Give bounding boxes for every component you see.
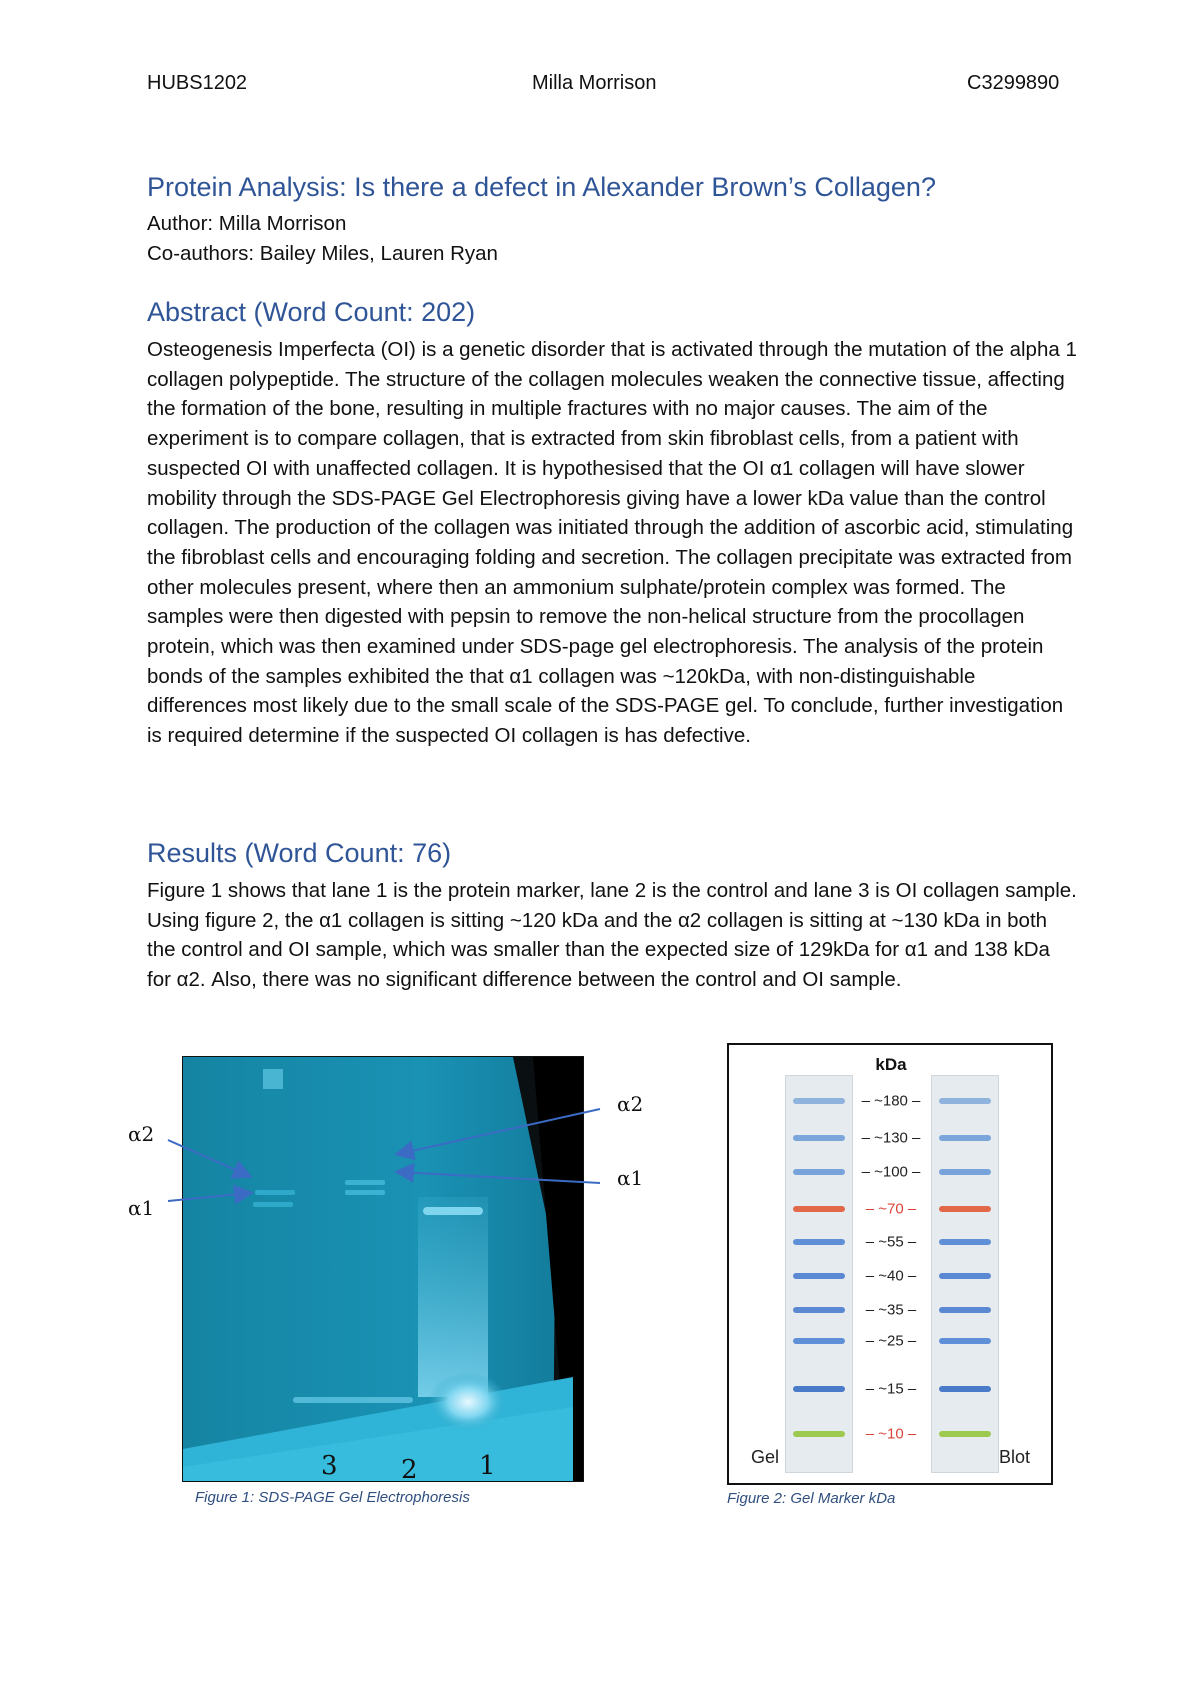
blot-band-7	[939, 1307, 991, 1313]
marker-label-1: – ~180 –	[861, 1092, 921, 1110]
gel-band-6	[793, 1273, 845, 1279]
label-right-alpha1: α1	[617, 1166, 644, 1190]
arrow-right-alpha2	[398, 1109, 600, 1154]
page-title: Protein Analysis: Is there a defect in Alexander Brown’s Collagen?	[147, 172, 936, 202]
marker-label-3: – ~100 –	[861, 1163, 921, 1181]
header-id: C3299890	[967, 72, 1060, 94]
blot-band-10	[939, 1431, 991, 1437]
blot-band-9	[939, 1386, 991, 1392]
figure1-caption: Figure 1: SDS-PAGE Gel Electrophoresis	[195, 1489, 470, 1506]
gel-band-8	[793, 1338, 845, 1344]
blot-band-3	[939, 1169, 991, 1175]
marker-panel	[785, 1075, 997, 1471]
figure2-caption: Figure 2: Gel Marker kDa	[727, 1490, 896, 1507]
results-text: Figure 1 shows that lane 1 is the protein marker, lane 2 is the control and lane 3 is OI collagen sample. Using figure 2, the α1 collagen is sitting ~120 kDa and the α2 collagen is sitting at ~130 kDa in both the control and OI sample, which was smaller than the expected size of 129kDa for α1 and 138 kDa for α2. Also, there was no significant difference between the control and OI sample.	[147, 879, 1077, 992]
marker-label-4: – ~70 –	[865, 1200, 917, 1218]
arrow-right-alpha1	[398, 1172, 600, 1183]
header-name: Milla Morrison	[532, 72, 657, 94]
blot-band-8	[939, 1338, 991, 1344]
marker-label-7: – ~35 –	[865, 1301, 917, 1319]
marker-label-9: – ~15 –	[865, 1380, 917, 1398]
label-right-alpha2: α2	[617, 1092, 644, 1116]
marker-figure	[727, 1043, 1053, 1485]
blot-band-2	[939, 1135, 991, 1141]
gel-band-4	[793, 1206, 845, 1212]
arrow-left-alpha2	[168, 1140, 249, 1176]
arrow-left-alpha1	[168, 1193, 250, 1201]
lane-label-1: 1	[479, 1451, 496, 1481]
blot-band-4	[939, 1206, 991, 1212]
lane-label-2: 2	[401, 1455, 418, 1481]
coauthors-line: Co-authors: Bailey Miles, Lauren Ryan	[147, 242, 498, 265]
label-left-alpha2: α2	[128, 1122, 155, 1146]
marker-label-5: – ~55 –	[865, 1233, 917, 1251]
abstract-heading: Abstract (Word Count: 202)	[147, 297, 476, 327]
gel-band-2	[793, 1135, 845, 1141]
blot-band-1	[939, 1098, 991, 1104]
blot-label: Blot	[999, 1447, 1031, 1467]
header-course: HUBS1202	[147, 72, 248, 94]
gel-band-10	[793, 1431, 845, 1437]
blot-band-6	[939, 1273, 991, 1279]
marker-label-6: – ~40 –	[865, 1267, 917, 1285]
marker-label-8: – ~25 –	[865, 1332, 917, 1350]
results-heading: Results (Word Count: 76)	[147, 838, 452, 868]
author-line: Author: Milla Morrison	[147, 212, 347, 235]
marker-label-2: – ~130 –	[861, 1129, 921, 1147]
marker-label-10: – ~10 –	[865, 1425, 917, 1443]
gel-band-1	[793, 1098, 845, 1104]
gel-label: Gel	[751, 1447, 780, 1467]
kda-label: kDa	[875, 1055, 907, 1074]
blot-band-5	[939, 1239, 991, 1245]
label-left-alpha1: α1	[128, 1196, 155, 1220]
gel-band-7	[793, 1307, 845, 1313]
gel-band-9	[793, 1386, 845, 1392]
abstract-text: Osteogenesis Imperfecta (OI) is a genetic disorder that is activated through the mutation of the alpha 1 collagen polypeptide. The structure of the collagen molecules weaken the connective tissue, affecting the formation of the bone, resulting in multiple fractures with no major causes. The aim of the experiment is to compare collagen, that is extracted from skin fibroblast cells, from a patient with suspected OI with unaffected collagen. It is hypothesised that the OI α1 collagen will have slower mobility through the SDS-PAGE Gel Electrophoresis giving have a lower kDa value than the control collagen. The production of the collagen was initiated through the addition of ascorbic acid, stimulating the fibroblast cells and encouraging folding and secretion. The collagen precipitate was extracted from other molecules present, where then an ammonium sulphate/protein complex was formed. The samples were then digested with pepsin to remove the non-helical structure from the procollagen protein, which was then examined under SDS-page gel electrophoresis. The analysis of the protein bonds of the samples exhibited the that α1 collagen was ~120kDa, with non-distinguishable differences most likely due to the small scale of the SDS-PAGE gel. To conclude, further investigation is required determine if the suspected OI collagen is has defective.	[147, 338, 1077, 748]
gel-band-3	[793, 1169, 845, 1175]
gel-band-5	[793, 1239, 845, 1245]
lane-label-3: 3	[321, 1451, 338, 1481]
